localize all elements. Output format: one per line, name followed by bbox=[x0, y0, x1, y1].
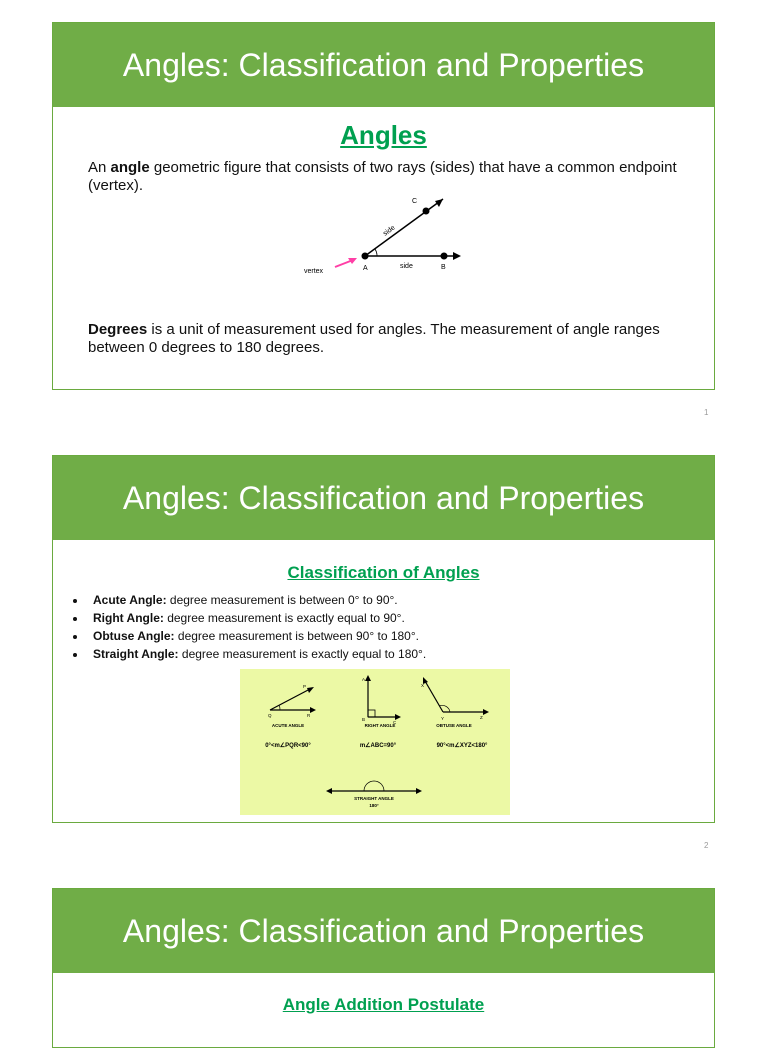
desc: degree measurement is between 90° to 180°. bbox=[174, 629, 419, 643]
right-a: A bbox=[362, 677, 366, 682]
label-b: B bbox=[441, 264, 446, 271]
acute-q: Q bbox=[268, 713, 272, 718]
section-title: Classification of Angles bbox=[287, 563, 480, 582]
desc: degree measurement is exactly equal to 180°. bbox=[178, 647, 427, 661]
label-a: A bbox=[363, 265, 368, 272]
page-number: 1 bbox=[704, 408, 709, 417]
page-number: 2 bbox=[704, 841, 709, 850]
list-item bbox=[87, 627, 426, 645]
intro-bold: angle bbox=[110, 159, 150, 176]
label-side-top: side bbox=[382, 224, 397, 238]
obtuse-y: Y bbox=[441, 716, 445, 721]
right-c: C bbox=[393, 720, 397, 725]
slide-3 bbox=[52, 888, 715, 1048]
list-item bbox=[87, 609, 426, 627]
term: Obtuse Angle: bbox=[93, 629, 175, 643]
slide-1 bbox=[52, 22, 715, 390]
section-title: Angles bbox=[340, 120, 427, 150]
right-b: B bbox=[362, 717, 366, 722]
degrees-bold: Degrees bbox=[88, 321, 148, 338]
obtuse-z: Z bbox=[480, 715, 483, 720]
angle-figure bbox=[285, 183, 485, 283]
list-item bbox=[87, 591, 426, 609]
angle-types-figure bbox=[240, 669, 510, 815]
intro-pre: An bbox=[88, 159, 111, 176]
label-c: C bbox=[412, 198, 418, 205]
slide-header: Angles: Classification and Properties bbox=[53, 456, 714, 540]
right-formula: m∠ABC=90° bbox=[359, 743, 397, 749]
slide-header: Angles: Classification and Properties bbox=[53, 23, 714, 107]
classification-list bbox=[65, 591, 426, 663]
acute-name: ACUTE ANGLE bbox=[271, 723, 305, 728]
term: Acute Angle: bbox=[93, 593, 167, 607]
acute-formula: 0°<m∠PQR<90° bbox=[265, 743, 311, 749]
label-side-bottom: side bbox=[400, 263, 413, 270]
section-title: Angle Addition Postulate bbox=[282, 995, 485, 1014]
degrees-rest: is a unit of measurement used for angles. The measurement of angle ranges between 0 degrees to 180 degrees. bbox=[88, 321, 660, 356]
acute-r: R bbox=[307, 713, 311, 718]
obtuse-x: X bbox=[421, 683, 425, 688]
straight-name: STRAIGHT ANGLE bbox=[354, 796, 394, 801]
desc: degree measurement is exactly equal to 90°. bbox=[163, 611, 405, 625]
degrees-definition bbox=[88, 321, 713, 357]
intro-rest: geometric figure that consists of two rays (sides) that have a common endpoint (vertex). bbox=[88, 159, 677, 194]
term: Right Angle: bbox=[93, 611, 164, 625]
slide-header: Angles: Classification and Properties bbox=[53, 889, 714, 973]
desc: degree measurement is between 0° to 90°. bbox=[166, 593, 398, 607]
straight-value: 180° bbox=[369, 803, 379, 808]
list-item bbox=[87, 645, 426, 663]
obtuse-formula: 90°<m∠XYZ<180° bbox=[436, 743, 488, 749]
angle-types-svg bbox=[240, 669, 510, 815]
label-vertex: vertex bbox=[304, 268, 324, 275]
term: Straight Angle: bbox=[93, 647, 179, 661]
right-name: RIGHT ANGLE bbox=[364, 723, 396, 728]
obtuse-name: OBTUSE ANGLE bbox=[436, 723, 472, 728]
slide-2 bbox=[52, 455, 715, 823]
acute-p: P bbox=[303, 684, 307, 689]
